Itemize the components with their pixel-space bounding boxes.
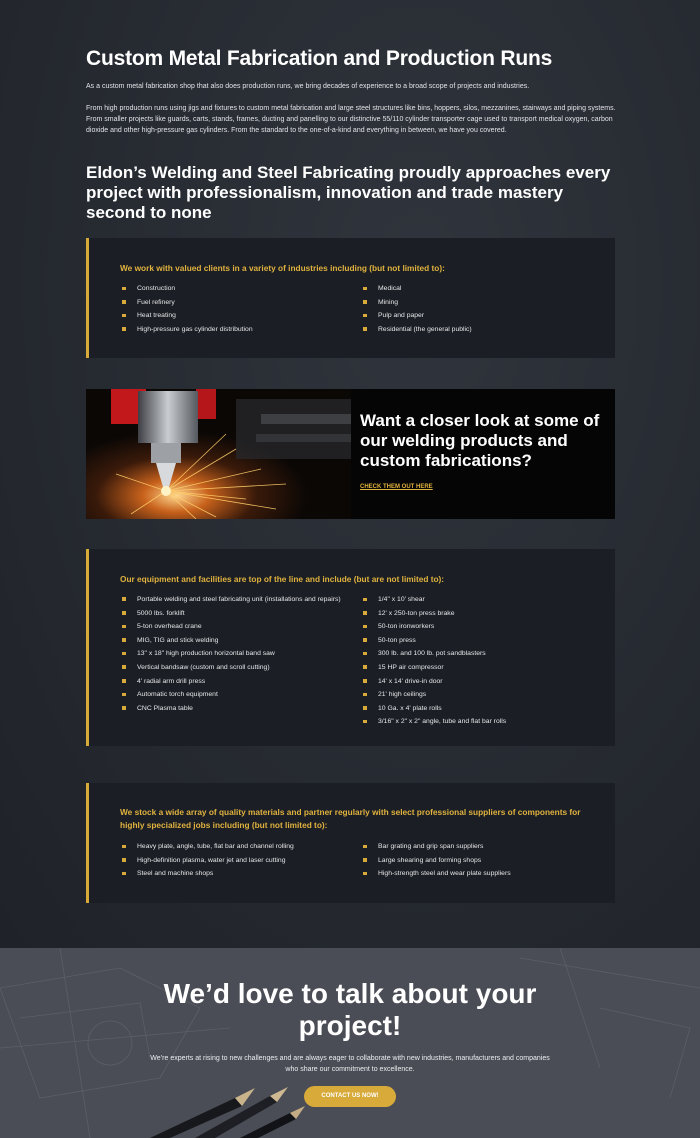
list-item: High-definition plasma, water jet and laser cutting — [120, 854, 350, 868]
equipment-card — [86, 549, 615, 746]
industries-card — [86, 238, 615, 358]
section-subheading: Eldon’s Welding and Steel Fabricating proudly approaches every project with professionalism, innovation and trade mastery second to none — [86, 163, 611, 222]
intro-paragraph-2: From high production runs using jigs and fixtures to custom metal fabrication and large steel structures like bins, hoppers, silos, mezzanines, stairways and piping systems. From smaller projects like guards, carts, stands, frames, ducting and panelling to our distinctive 55/110 cylinder transporter cage used to transport medical oxygen, carbon dioxide and other high-pressure gas cylinders. From the standard to the one-of-a-kind and everything in between, we have you covered. — [86, 105, 616, 134]
industries-title: We work with valued clients in a variety of industries including (but not limited to): — [120, 263, 445, 273]
blueprint-pencils-image — [0, 948, 700, 1138]
list-item: Automatic torch equipment — [120, 688, 350, 702]
list-item: CNC Plasma table — [120, 702, 350, 716]
list-item: Residential (the general public) — [361, 323, 591, 337]
list-item: 21' high ceilings — [361, 688, 591, 702]
industries-list-right — [361, 282, 591, 336]
equipment-title: Our equipment and facilities are top of the line and include (but are not limited to): — [120, 574, 445, 584]
list-item: Pulp and paper — [361, 309, 591, 323]
equipment-list-right — [361, 593, 591, 729]
list-item: 4' radial arm drill press — [120, 675, 350, 689]
equipment-list-left — [120, 593, 350, 715]
check-them-out-link[interactable]: CHECK THEM OUT HERE — [360, 484, 433, 490]
page-title: Custom Metal Fabrication and Production Runs — [86, 47, 553, 70]
contact-section — [0, 948, 700, 1138]
materials-card — [86, 783, 615, 903]
list-item: Medical — [361, 282, 591, 296]
materials-list-left — [120, 840, 350, 881]
list-item: Heavy plate, angle, tube, flat bar and channel rolling — [120, 840, 350, 854]
contact-title: We’d love to talk about your project! — [163, 978, 537, 1041]
list-item: Bar grating and grip span suppliers — [361, 840, 591, 854]
list-item: 13" x 18" high production horizontal band saw — [120, 647, 350, 661]
list-item: Steel and machine shops — [120, 867, 350, 881]
list-item: Fuel refinery — [120, 296, 350, 310]
list-item: 12' x 250-ton press brake — [361, 607, 591, 621]
list-item: High-strength steel and wear plate suppliers — [361, 867, 591, 881]
list-item: Portable welding and steel fabricating unit (installations and repairs) — [120, 593, 350, 607]
contact-us-button[interactable]: CONTACT US NOW! — [304, 1086, 396, 1107]
list-item: 50-ton press — [361, 634, 591, 648]
list-item: Construction — [120, 282, 350, 296]
materials-title: We stock a wide array of quality materials and partner regularly with select professional suppliers of components for highly specialized jobs including (but not limited to): — [120, 807, 581, 830]
list-item: 3/16" x 2" x 2" angle, tube and flat bar rolls — [361, 715, 591, 729]
list-item: 5-ton overhead crane — [120, 620, 350, 634]
laser-cutting-image — [86, 389, 351, 519]
list-item: 5000 lbs. forklift — [120, 607, 350, 621]
list-item: 10 Ga. x 4' plate rolls — [361, 702, 591, 716]
list-item: 14' x 14' drive-in door — [361, 675, 591, 689]
list-item: MIG, TIG and stick welding — [120, 634, 350, 648]
list-item: Large shearing and forming shops — [361, 854, 591, 868]
list-item: Mining — [361, 296, 591, 310]
banner-title: Want a closer look at some of our welding products and custom fabrications? — [360, 411, 600, 470]
list-item: Vertical bandsaw (custom and scroll cutting) — [120, 661, 350, 675]
list-item: 300 lb. and 100 lb. pot sandblasters — [361, 647, 591, 661]
list-item: 1/4" x 10' shear — [361, 593, 591, 607]
intro-paragraph-1: As a custom metal fabrication shop that also does production runs, we bring decades of experience to a broad scope of projects and industries. — [86, 83, 530, 90]
list-item: 15 HP air compressor — [361, 661, 591, 675]
list-item: 50-ton ironworkers — [361, 620, 591, 634]
industries-list-left — [120, 282, 350, 336]
list-item: Heat treating — [120, 309, 350, 323]
list-item: High-pressure gas cylinder distribution — [120, 323, 350, 337]
materials-list-right — [361, 840, 591, 881]
contact-description: We’re experts at rising to new challenges and are always eager to collaborate with new industries, manufacturers and companies who share our commitment to excellence. — [150, 1055, 550, 1073]
products-banner — [86, 389, 615, 519]
